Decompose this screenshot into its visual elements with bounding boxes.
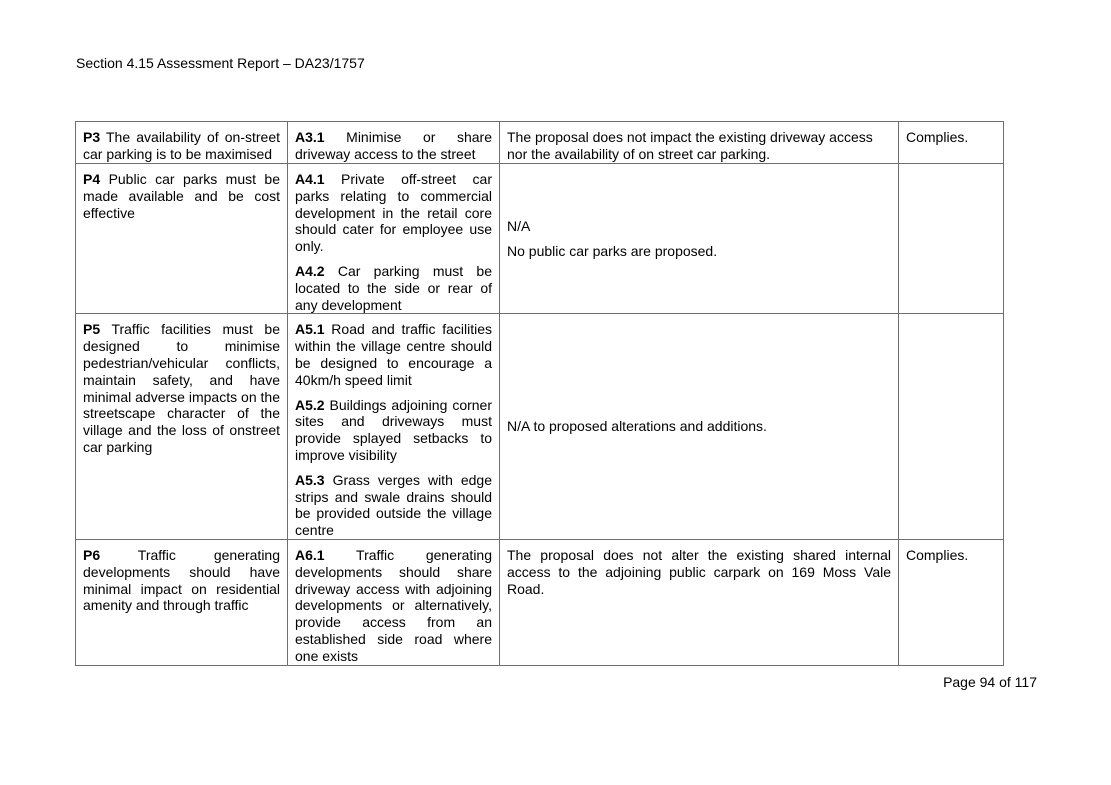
table-row-p5: [76, 314, 1004, 540]
solution-code: A6.1: [295, 546, 325, 563]
page-header-title: Section 4.15 Assessment Report – DA23/1757: [76, 55, 365, 71]
solution-item: [295, 171, 492, 255]
criteria-text: Traffic facilities must be designed to minimise pedestrian/vehicular conflicts, maintain safety, and have minimal adverse impacts on the streetscape character of the village and the loss of onstreet car parking: [83, 321, 280, 455]
page-number: Page 94 of 117: [943, 674, 1037, 690]
solution-code: A4.1: [295, 171, 325, 187]
solution-code: A5.1: [295, 321, 325, 338]
solution-text: Grass verges with edge strips and swale drains should be provided outside the village centre: [295, 471, 493, 539]
table-row-p4: [76, 164, 1004, 314]
comment-cell: [500, 122, 899, 164]
solution-item: [295, 472, 492, 539]
solution-code: A3.1: [295, 129, 325, 145]
comment-text: The proposal does not alter the existing shared internal access to the adjoining public carpark on 169 Moss Vale Road.: [507, 546, 891, 597]
compliance-status: Complies.: [906, 546, 969, 563]
compliance-cell: [899, 164, 1004, 314]
compliance-cell: [899, 539, 1004, 665]
solution-text: Road and traffic facilities within the village centre should be designed to encourage a 40km/h speed limit: [295, 321, 493, 388]
solution-item: [295, 547, 492, 665]
solution-item: [295, 321, 492, 388]
solution-text: Private off-street car parks relating to commercial development in the retail core should cater for employee use only.: [295, 171, 492, 255]
solution-item: [295, 397, 492, 464]
table-row-p3: [76, 122, 1004, 164]
comment-text: N/A to proposed alterations and additions.: [507, 418, 767, 435]
solution-text: Traffic generating developments should share driveway access with adjoining developments or alternatively, provide access from an established side road where one exists: [295, 546, 493, 664]
solution-code: A5.2: [295, 396, 325, 413]
criteria-code: P4: [83, 171, 101, 187]
compliance-cell: [899, 314, 1004, 540]
criteria-code: P3: [83, 129, 101, 145]
comment-cell: [500, 539, 899, 665]
criteria-text: Public car parks must be made available and be cost effective: [83, 171, 280, 221]
solution-item: [295, 263, 492, 313]
performance-criteria-cell: [76, 122, 288, 164]
acceptable-solutions-cell: [288, 164, 500, 314]
solution-text: Buildings adjoining corner sites and driveways must provide splayed setbacks to improve visibility: [295, 396, 493, 463]
solution-text: Car parking must be located to the side or rear of any development: [295, 262, 492, 313]
comment-cell: [500, 314, 899, 540]
solution-code: A5.3: [295, 471, 325, 488]
solution-code: A4.2: [295, 262, 325, 279]
criteria-code: P6: [83, 546, 101, 563]
acceptable-solutions-cell: [288, 539, 500, 665]
criteria-text: The availability of on-street car parking is to be maximised: [83, 129, 280, 162]
performance-criteria-cell: [76, 164, 288, 314]
comment-text: No public car parks are proposed.: [507, 242, 718, 259]
comment-text: The proposal does not impact the existing driveway access nor the availability of on street car parking.: [507, 129, 873, 162]
solution-text: Minimise or share driveway access to the street: [295, 129, 492, 162]
comment-cell: [500, 164, 899, 314]
acceptable-solutions-cell: [288, 314, 500, 540]
assessment-table: [75, 121, 1004, 666]
compliance-status: Complies.: [906, 129, 969, 145]
table-row-p6: [76, 539, 1004, 665]
performance-criteria-cell: [76, 314, 288, 540]
compliance-cell: [899, 122, 1004, 164]
acceptable-solutions-cell: [288, 122, 500, 164]
criteria-text: Traffic generating developments should have minimal impact on residential amenity and through traffic: [83, 546, 280, 614]
solution-item: [295, 129, 492, 163]
performance-criteria-cell: [76, 539, 288, 665]
comment-text: N/A: [507, 217, 531, 234]
criteria-code: P5: [83, 321, 101, 338]
